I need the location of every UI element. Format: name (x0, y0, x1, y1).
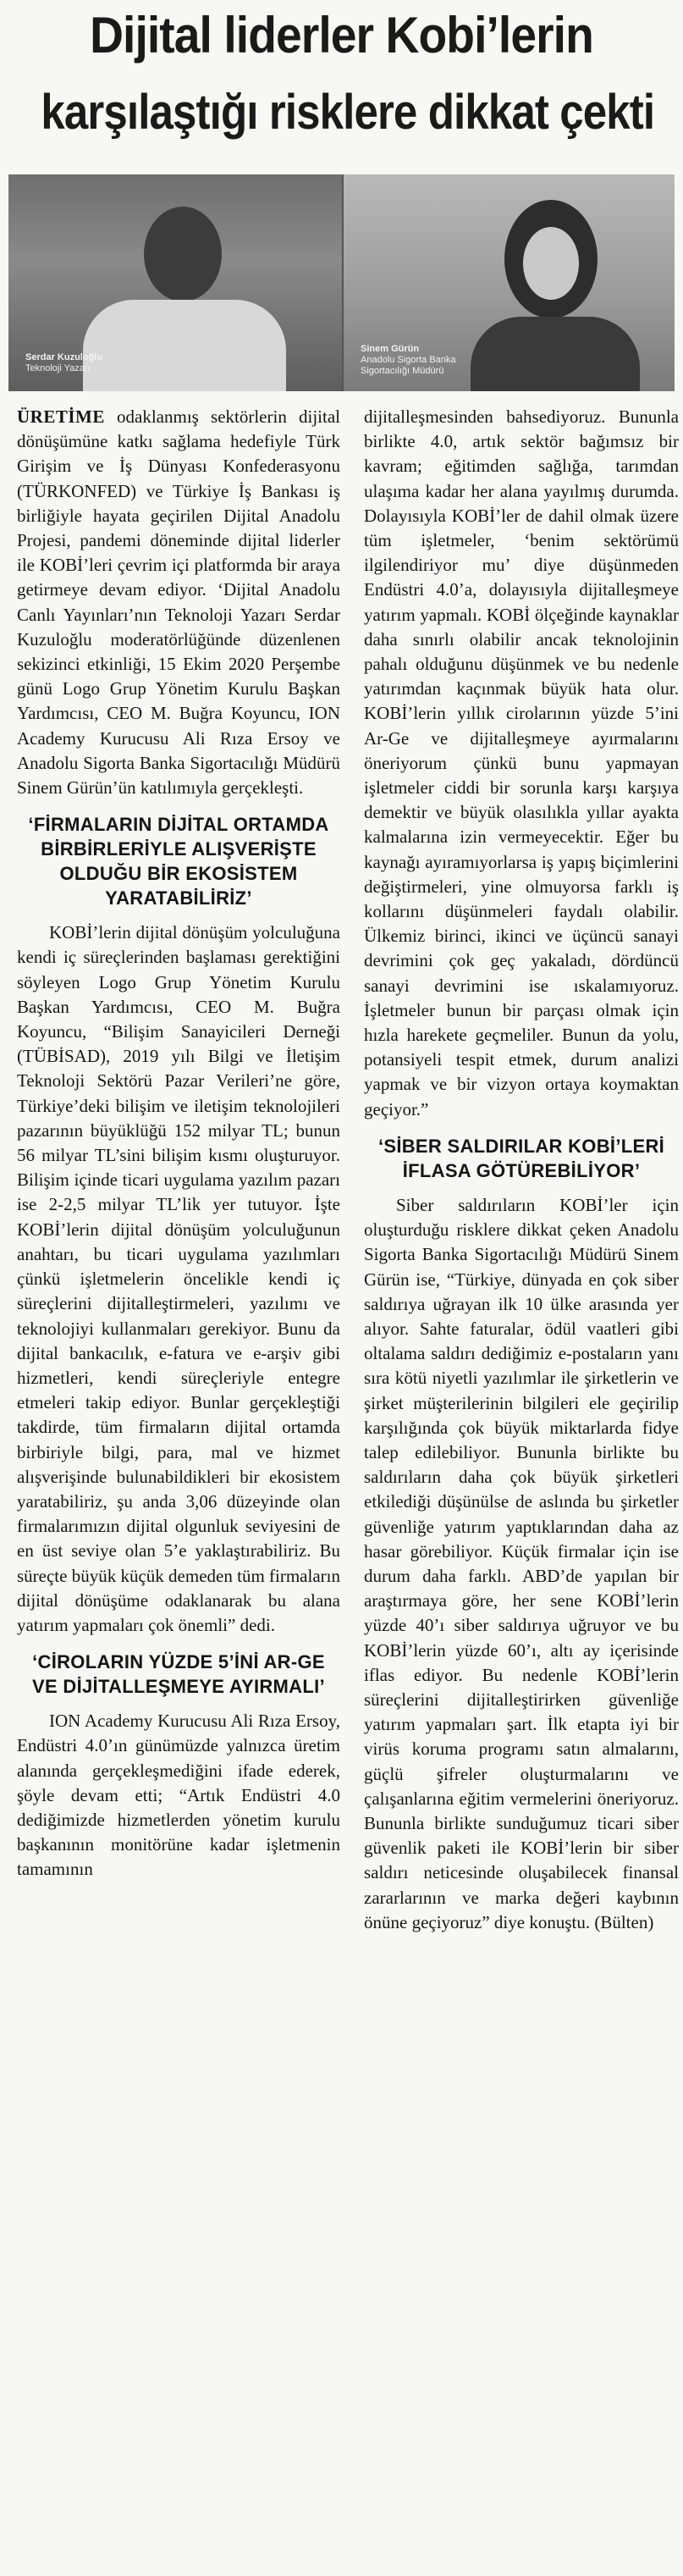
portrait-face (523, 227, 579, 300)
subheading-1: ‘FİRMALARIN DİJİTAL ORTAMDA BİRBİRLERİYLE ALIŞVERİŞTE OLDUĞU BİR EKOSİSTEM YARATABİLİRİZ’ (28, 814, 329, 909)
caption-right (361, 344, 456, 377)
subheading-2: ‘CİROLARIN YÜZDE 5’İNİ AR-GE VE DİJİTALLEŞMEYE AYIRMALI’ (32, 1651, 325, 1698)
caption-right-role-2: Sigortacılığı Müdürü (361, 366, 444, 376)
article-paragraph (17, 405, 340, 800)
article-paragraph: dijitalleşmesinden bahsediyoruz. Bununla birlikte 4.0, artık sektör bağımsız bir kavram; eğitimden sağlığa, tarımdan ulaşıma kadar her alana yayılmış durumda. Dolayısıyla KOBİ’ler de dahil olmak üzere tüm işletmeler, ‘benim sektörümü ilgilendiriyor mu’ diye düşünmeden Endüstri 4.0’a, dolayısıyla dijitalleşmeye yatırım yapmalı. KOBİ ölçeğinde kaynaklar daha sınırlı olabilir ancak teknolojinin pahalı olduğunu düşünmek ve bu nedenle yatırımdan kaçınmak büyük hata olur. KOBİ’lerin yıllık cirolarının yüzde 5’ini Ar-Ge ve dijitalleşmeye ayırmalarını öneriyorum çünkü bunu yapmayan işletmeler ciddi bir sorunla karşı karşıya demektir ve büyük olasılıkla yıllar ayakta kalmalarına izin vermeyecektir. Eğer bu kaynağı ayıramıyorlarsa iş yapış biçimlerini değiştirmeleri, yine olmuyorsa farklı iş kollarını düşünmeleri faydalı olabilir. Ülkemiz birinci, ikinci ve üçüncü sanayi devrimini çok geç yakaladı, dördüncü sanayi devrimini ise ıskalamıyoruz. İşletmeler bunun bir parçası olmak için hızla harekete geçmeliler. Bunun da yolu, potansiyeli tespit etmek, durum analizi yapmak ve bir vizyon ortaya koymaktan geçiyor.” (364, 406, 679, 1119)
article-paragraph: ION Academy Kurucusu Ali Rıza Ersoy, Endüstri 4.0’ın günümüzde yalnızca üretim alanında gerçekleşmediğini ifade ederek, şöyle devam etti; “Artık Endüstri 4.0 dediğimizde hizmetlerden yönetim kurulu başkanının monitörüne kadar işletmenin tamamının (17, 1711, 340, 1880)
portrait-body (471, 317, 640, 391)
headline-line-1: Dijital liderler Kobi’lerin (90, 7, 593, 64)
caption-left-name: Serdar Kuzuloğlu (25, 352, 103, 362)
photo-serdar-kuzuloglu (8, 174, 342, 391)
portrait-body (83, 300, 286, 391)
headline-line-2: karşılaştığı risklere dikkat çekti (41, 85, 655, 140)
caption-left (25, 352, 102, 374)
caption-right-name: Sinem Gürün (361, 344, 420, 354)
caption-right-role-1: Anadolu Sigorta Banka (361, 355, 456, 365)
lead-word: ÜRETİME (17, 406, 105, 427)
portrait-head (144, 207, 222, 301)
photo-sinem-gurun (344, 174, 675, 391)
article-paragraph: Siber saldırıların KOBİ’ler için oluşturduğu risklere dikkat çeken Anadolu Sigorta Banka Sigortacılığı Müdürü Sinem Gürün ise, “Türkiye, dünyada en çok siber saldırıya uğrayan ilk 10 ülke arasında yer alıyor. Sahte faturalar, ödül vaatleri gibi oltalama saldırı dediğimiz e-postaların yanı sıra kötü niyetli yazılımlar ile şirketlerin ve şirket müşterilerinin bilgileri ele geçirilip karşılığında çok büyük miktarlarda fidye talep edilebiliyor. Bununla birlikte bu saldırıların daha çok büyük şirketleri etkilediği düşünülse de aslında bu şirketler güvenliğe yatırım yaptıklarından daha az hasar görebiliyor. Küçük firmalar için ise durum daha farklı. ABD’de yapılan bir araştırmaya göre, her sene KOBİ’lerin yüzde 40’ı siber saldırıya uğruyor ve bu KOBİ’lerin yüzde 60’ı, altı ay içerisinde iflas ediyor. Bu nedenle KOBİ’lerin süreçlerini dijitalleştirirken güvenliğe yatırım yapmaları şart. İlk etapta iyi bir virüs koruma programı satın almalarını, güçlü şifreler oluşturmalarını ve çalışanlarına eğitim vermelerini öneriyoruz. Bununla birlikte sunduğumuz ticari siber güvenlik paketi ile KOBİ’lerin bir siber saldırı neticesinde oluşabilecek finansal zararlarının ve marka değeri kaybının önüne geçiyoruz” diye konuştu. (Bülten) (364, 1194, 679, 1932)
article-paragraph: KOBİ’lerin dijital dönüşüm yolculuğuna kendi iç süreçlerinden başlaması gerektiğini söyleyen Logo Grup Yönetim Kurulu Başkan Yardımcısı, CEO M. Buğra Koyuncu, “Bilişim Sanayicileri Derneği (TÜBİSAD), 2019 yılı Bilgi ve İletişim Teknoloji Sektörü Pazar Verileri’ne göre, Türkiye’deki bilişim ve iletişim teknolojileri pazarının büyüklüğü 152 milyar TL; bunun 56 milyar TL’sini bilişim kısmı oluşturuyor. Bilişim içinde ticari uygulama yazılım pazarı ise 2-2,5 milyar TL’lik yer tutuyor. İşte KOBİ’lerin dijital dönüşüm yolculuğunun anahtarı, bu ticari uygulama yazılımları çünkü işletmelerin öncelikle kendi iç süreçlerini dijitalleştirmeleri, yazılımı ve teknolojiyi kullanmaları gerekiyor. Bunu da dijital bankacılık, e-fatura ve e-arşiv gibi hizmetleri, kendi süreçleriyle entegre etmeleri takip ediyor. Bunlar gerçekleştiği takdirde, tüm firmaların dijital ortamda birbiriyle bilgi, para, mal ve hizmet alışverişinde bulunabildikleri bir ekosistem yaratabiliriz, şu anda 3,06 düzeyinde olan firmalarımızın dijital olgunluk seviyesini de en üst seviye olan 5’e yaklaştırabiliriz. Bu süreçte büyük küçük demeden tüm firmaların dijital dönüşüme odaklanarak bu alana yatırım yapmaları çok önemli” dedi. (17, 922, 340, 1635)
subheading-3: ‘SİBER SALDIRILAR KOBİ’LERİ İFLASA GÖTÜREBİLİYOR’ (377, 1135, 665, 1181)
article-column-right (364, 405, 679, 1935)
photo-strip (8, 174, 675, 391)
caption-left-role: Teknoloji Yazarı (25, 363, 91, 373)
paragraph-text: odaklanmış sektörlerin dijital dönüşümüne katkı sağlama hedefiyle Türk Girişim ve İş Dünyası Konfederasyonu (TÜRKONFED) ve Türkiye İş Bankası iş birliğiyle hayata geçirilen Dijital Anadolu Projesi, pandemi döneminde dijital liderler ile KOBİ’leri çevrim içi platformda bir araya getirmeye devam ediyor. ‘Dijital Anadolu Canlı Yayınları’nın Teknoloji Yazarı Serdar Kuzuloğlu moderatörlüğünde düzenlenen sekizinci etkinliği, 15 Ekim 2020 Perşembe günü Logo Grup Yönetim Kurulu Başkan Yardımcısı, CEO M. Buğra Koyuncu, ION Academy Kurucusu Ali Rıza Ersoy ve Anadolu Sigorta Banka Sigortacılığı Müdürü Sinem Gürün’ün katılımıyla gerçekleşti. (17, 406, 340, 799)
article-column-left (17, 405, 340, 1882)
